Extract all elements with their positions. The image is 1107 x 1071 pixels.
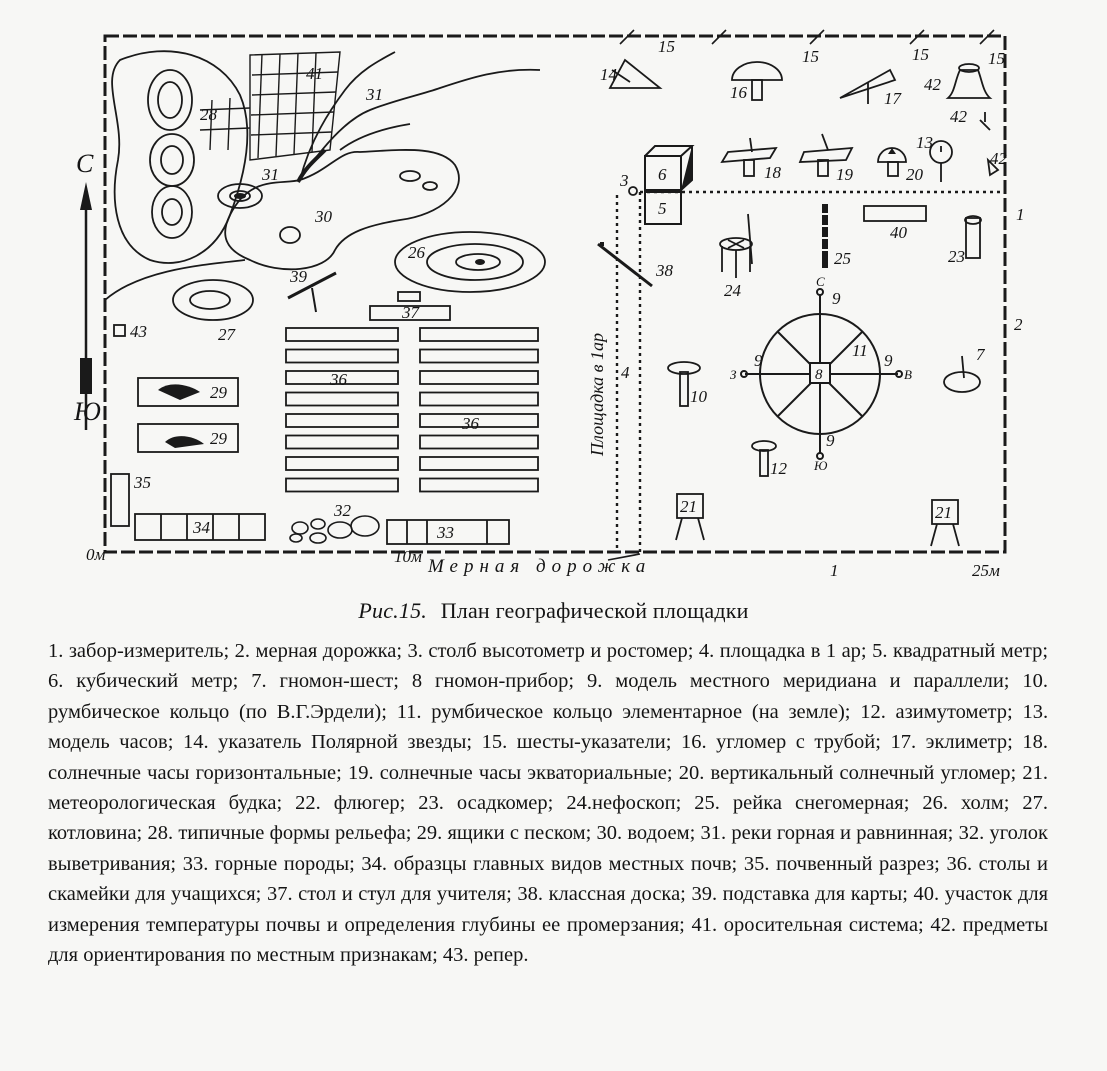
cubic-meter <box>645 146 692 190</box>
legend-item: 34. образцы главных видов местных почв; <box>361 852 738 875</box>
legend-item: 43. репер. <box>442 944 529 967</box>
svg-text:41: 41 <box>306 64 323 83</box>
svg-text:2: 2 <box>1014 315 1023 334</box>
svg-text:31: 31 <box>262 165 279 184</box>
svg-text:42: 42 <box>924 75 941 94</box>
legend-item: 28. типичные формы рельефа; <box>147 822 412 845</box>
desk-2-1 <box>420 328 538 341</box>
svg-text:С: С <box>816 274 825 289</box>
fence-border <box>105 36 1005 552</box>
svg-text:40: 40 <box>890 223 907 242</box>
svg-text:24: 24 <box>724 281 741 300</box>
svg-text:Ю: Ю <box>814 458 828 473</box>
legend-text <box>48 636 1048 970</box>
legend-item: 16. угломер с трубой; <box>681 731 881 754</box>
svg-text:17: 17 <box>884 89 901 108</box>
svg-text:35: 35 <box>134 473 151 492</box>
svg-text:15: 15 <box>658 37 675 56</box>
svg-text:21: 21 <box>680 497 697 516</box>
weathering-corner <box>290 516 379 543</box>
legend-item: 9. модель местного меридиана и параллели; <box>587 670 1010 693</box>
svg-text:10: 10 <box>690 387 707 406</box>
svg-text:В: В <box>904 367 912 382</box>
svg-text:4: 4 <box>621 363 630 382</box>
svg-text:39: 39 <box>290 267 307 286</box>
legend-item: 37. стол и стул для учителя; <box>266 883 512 906</box>
svg-text:34: 34 <box>193 518 210 537</box>
scale-mid: 10м <box>394 547 422 566</box>
north-label: С <box>76 149 94 178</box>
legend-item: 30. водоем; <box>596 822 696 845</box>
legend-item: 2. мерная дорожка; <box>234 640 403 662</box>
hill <box>395 232 545 292</box>
figure-title: План географической площадки <box>440 598 749 623</box>
svg-text:27: 27 <box>218 325 235 344</box>
desk-2-3 <box>420 371 538 384</box>
svg-text:21: 21 <box>935 503 952 522</box>
desk-1-8 <box>286 479 398 492</box>
legend-item: 19. солнечные часы экваториальные; <box>347 761 673 784</box>
svg-text:36: 36 <box>330 370 347 389</box>
legend-item: 25. рейка снегомерная; <box>694 792 910 815</box>
legend-item: 18. солнечные часы горизонтальные; <box>48 731 1048 784</box>
svg-text:42: 42 <box>990 149 1007 168</box>
svg-text:3: 3 <box>620 171 629 190</box>
desk-2-4 <box>420 393 538 406</box>
desk-1-7 <box>286 457 398 470</box>
scale-start: 0м <box>86 545 106 564</box>
north-arrow <box>80 182 92 430</box>
desk-1-4 <box>286 393 398 406</box>
svg-text:9: 9 <box>754 351 763 370</box>
legend-item: 13. модель часов; <box>48 700 1049 754</box>
svg-text:14: 14 <box>600 65 617 84</box>
svg-text:5: 5 <box>658 199 667 218</box>
svg-text:1: 1 <box>830 561 839 580</box>
legend-item: 4. площадка в 1 ар; <box>698 640 867 662</box>
svg-text:37: 37 <box>402 303 419 322</box>
svg-text:З: З <box>730 367 737 382</box>
svg-text:8: 8 <box>815 367 823 383</box>
legend-item: 3. столб высотометр и ростомер; <box>407 640 694 662</box>
soil-profile <box>111 474 129 526</box>
figure-caption <box>0 598 1107 624</box>
svg-text:32: 32 <box>334 501 351 520</box>
svg-text:28: 28 <box>200 105 217 124</box>
svg-text:15: 15 <box>912 45 929 64</box>
instruments <box>610 60 998 546</box>
svg-text:30: 30 <box>315 207 332 226</box>
legend-item: 27. котловина; <box>48 792 1049 845</box>
svg-text:6: 6 <box>658 165 667 184</box>
desk-2-7 <box>420 457 538 470</box>
svg-text:9: 9 <box>826 431 835 450</box>
blackboard <box>598 244 652 286</box>
student-desks <box>286 328 538 492</box>
svg-text:31: 31 <box>366 85 383 104</box>
legend-item: 5. квадратный метр; <box>872 640 1049 662</box>
svg-text:7: 7 <box>976 345 985 364</box>
reper-marker <box>114 325 125 336</box>
legend-item: 38. классная доска; <box>517 883 686 906</box>
legend-item: 15. шесты-указатели; <box>481 731 672 754</box>
svg-text:29: 29 <box>210 429 227 448</box>
path-label: Мерная дорожка <box>428 556 652 577</box>
svg-text:43: 43 <box>130 322 147 341</box>
legend-item: 6. кубический метр; <box>48 670 239 693</box>
legend-item: 36. столы и скамейки для учащихся; <box>48 852 1049 906</box>
legend-item: 7. гномон-шест; <box>251 670 399 693</box>
basin <box>173 280 253 320</box>
legend-item: 14. указатель Полярной звезды; <box>182 731 473 754</box>
desk-2-6 <box>420 436 538 449</box>
area-label: Площадка в 1ар <box>587 333 607 456</box>
svg-text:25: 25 <box>834 249 851 268</box>
svg-text:11: 11 <box>852 341 868 360</box>
svg-text:23: 23 <box>948 247 965 266</box>
svg-text:12: 12 <box>770 459 787 478</box>
svg-text:42: 42 <box>950 107 967 126</box>
legend-item: 39. подставка для карты; <box>691 883 908 906</box>
figure-number: Рис.15. <box>358 598 427 623</box>
svg-text:20: 20 <box>906 165 923 184</box>
svg-text:33: 33 <box>437 523 454 542</box>
legend-item: 41. оросительная система; <box>691 913 924 936</box>
svg-text:26: 26 <box>408 243 425 262</box>
svg-text:9: 9 <box>832 289 841 308</box>
desk-1-1 <box>286 328 398 341</box>
desk-1-5 <box>286 414 398 427</box>
desk-1-6 <box>286 436 398 449</box>
desk-1-2 <box>286 350 398 363</box>
legend-item: 31. реки горная и равнинная; <box>700 822 954 845</box>
relief-forms <box>105 51 262 300</box>
legend-item: 42. предметы для ориентирования по местным признакам; <box>48 913 1048 967</box>
svg-text:15: 15 <box>802 47 819 66</box>
legend-item: 40. участок для измерения температуры почвы и определения глубины ее промерзания; <box>48 883 1049 936</box>
legend-item: 10. румбическое кольцо (по В.Г.Эрдели); <box>48 670 1049 723</box>
svg-text:36: 36 <box>462 414 479 433</box>
legend-item: 12. азимутометр; <box>860 700 1013 723</box>
desk-2-8 <box>420 479 538 492</box>
legend-item: 21. метеорологическая будка; <box>48 761 1049 815</box>
legend-item: 29. ящики с песком; <box>416 822 592 845</box>
legend-item: 26. холм; <box>922 792 1010 815</box>
plan-number-labels <box>130 37 1025 580</box>
svg-text:18: 18 <box>764 163 781 182</box>
height-pole <box>629 187 637 195</box>
legend-item: 32. уголок выветривания; <box>48 822 1049 875</box>
svg-text:16: 16 <box>730 83 747 102</box>
legend-item: 35. почвенный разрез; <box>743 852 940 875</box>
svg-text:29: 29 <box>210 383 227 402</box>
svg-text:15: 15 <box>988 49 1005 68</box>
svg-text:38: 38 <box>656 261 673 280</box>
legend-item: 33. горные породы; <box>182 852 355 875</box>
legend-item: 23. осадкомер; <box>418 792 554 815</box>
svg-text:1: 1 <box>1016 205 1025 224</box>
svg-text:9: 9 <box>884 351 893 370</box>
desk-2-5 <box>420 414 538 427</box>
south-label: Ю <box>74 397 101 426</box>
legend-item: 8 гномон-прибор; <box>411 670 575 693</box>
svg-text:19: 19 <box>836 165 853 184</box>
legend-item: 11. румбическое кольцо элементарное (на земле); <box>396 700 851 723</box>
desk-2-2 <box>420 350 538 363</box>
legend-item: 24.нефоскоп; <box>566 792 682 815</box>
legend-item: 20. вертикальный солнечный угломер; <box>678 761 1017 784</box>
svg-text:13: 13 <box>916 133 933 152</box>
legend-item: 22. флюгер; <box>295 792 406 815</box>
legend-item: 1. забор-измеритель; <box>48 640 230 662</box>
scale-end: 25м <box>972 561 1000 580</box>
legend-item: 17. эклиметр; <box>890 731 1013 754</box>
